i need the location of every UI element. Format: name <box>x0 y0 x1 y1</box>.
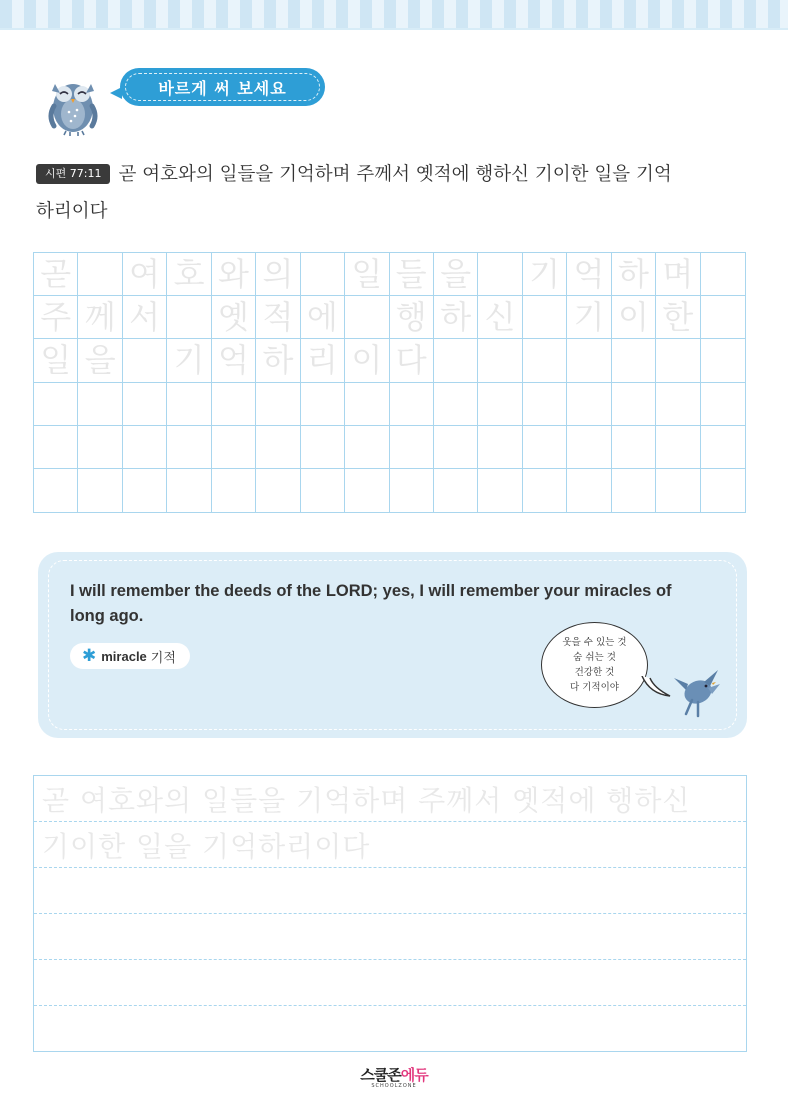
grid-cell[interactable] <box>567 469 611 512</box>
grid-cell[interactable] <box>123 426 167 469</box>
grid-cell[interactable] <box>78 383 122 426</box>
grid-cell[interactable]: 에 <box>301 296 345 339</box>
grid-cell[interactable]: 의 <box>256 253 300 296</box>
grid-cell[interactable] <box>656 339 700 382</box>
trace-line[interactable] <box>34 1006 746 1052</box>
grid-cell[interactable] <box>301 253 345 296</box>
grid-cell[interactable]: 주 <box>34 296 78 339</box>
grid-cell[interactable] <box>123 383 167 426</box>
logo-accent-text: 에듀 <box>400 1066 428 1084</box>
grid-cell[interactable] <box>123 339 167 382</box>
grid-cell[interactable] <box>167 426 211 469</box>
grid-cell[interactable] <box>78 426 122 469</box>
grid-cell[interactable]: 이 <box>345 339 389 382</box>
section-title: 바르게 써 보세요 <box>158 78 287 98</box>
grid-cell[interactable] <box>34 383 78 426</box>
verse-reference-badge: 시편 77:11 <box>36 164 110 184</box>
grid-cell[interactable]: 며 <box>656 253 700 296</box>
grid-cell[interactable] <box>656 426 700 469</box>
grid-cell[interactable]: 하 <box>256 339 300 382</box>
grid-cell[interactable]: 억 <box>212 339 256 382</box>
grid-cell[interactable] <box>434 383 478 426</box>
grid-cell[interactable] <box>34 469 78 512</box>
grid-cell[interactable] <box>345 426 389 469</box>
asterisk-icon: ✱ <box>82 646 97 666</box>
grid-cell[interactable] <box>701 339 745 382</box>
publisher-logo <box>354 1064 434 1092</box>
grid-cell[interactable] <box>167 296 211 339</box>
grid-cell[interactable] <box>301 383 345 426</box>
verse-text-line1: 곧 여호와의 일들을 기억하며 주께서 옛적에 행하신 기이한 일을 기억 <box>118 164 672 185</box>
grid-cell[interactable] <box>656 469 700 512</box>
verse-text-line2: 하리이다 <box>36 201 108 222</box>
grid-cell[interactable] <box>701 296 745 339</box>
grid-cell[interactable] <box>390 469 434 512</box>
trace-line[interactable]: 기이한 일을 기억하리이다 <box>34 822 746 868</box>
grid-cell[interactable] <box>256 469 300 512</box>
english-verse-text: I will remember the deeds of the LORD; yes, I will remember your miracles of long ago. <box>70 582 672 625</box>
grid-cell[interactable] <box>434 426 478 469</box>
grid-cell[interactable]: 와 <box>212 253 256 296</box>
bubble-line: 숨 쉬는 것 <box>573 652 616 663</box>
grid-cell[interactable]: 곧 <box>34 253 78 296</box>
vocab-meaning: 기적 <box>150 650 176 666</box>
grid-cell[interactable] <box>612 339 656 382</box>
grid-cell[interactable]: 리 <box>301 339 345 382</box>
vocab-pill <box>70 643 190 669</box>
grid-cell[interactable] <box>567 426 611 469</box>
grid-cell[interactable]: 을 <box>78 339 122 382</box>
grid-cell[interactable]: 께 <box>78 296 122 339</box>
grid-cell[interactable]: 한 <box>656 296 700 339</box>
grid-cell[interactable] <box>345 383 389 426</box>
grid-cell[interactable] <box>301 469 345 512</box>
grid-cell[interactable] <box>612 469 656 512</box>
grid-cell[interactable] <box>478 469 522 512</box>
grid-cell[interactable]: 호 <box>167 253 211 296</box>
top-stripe-band <box>0 0 788 30</box>
trace-line[interactable] <box>34 868 746 914</box>
trace-line[interactable] <box>34 960 746 1006</box>
grid-cell[interactable] <box>701 469 745 512</box>
grid-cell[interactable]: 들 <box>390 253 434 296</box>
grid-cell[interactable] <box>301 426 345 469</box>
bubble-line: 건강한 것 <box>574 667 615 678</box>
bird-icon <box>668 660 728 720</box>
grid-cell[interactable] <box>523 383 567 426</box>
grid-cell[interactable] <box>212 426 256 469</box>
grid-cell[interactable] <box>478 383 522 426</box>
grid-cell[interactable] <box>345 296 389 339</box>
grid-cell[interactable] <box>256 426 300 469</box>
grid-cell[interactable]: 행 <box>390 296 434 339</box>
grid-cell[interactable] <box>390 426 434 469</box>
grid-cell[interactable]: 억 <box>567 253 611 296</box>
trace-lines-area[interactable] <box>33 775 747 1052</box>
grid-cell[interactable]: 기 <box>167 339 211 382</box>
grid-cell[interactable] <box>612 426 656 469</box>
verse-text <box>36 156 756 230</box>
grid-cell[interactable] <box>256 383 300 426</box>
grid-cell[interactable] <box>478 339 522 382</box>
writing-grid[interactable] <box>33 252 746 513</box>
grid-cell[interactable] <box>212 469 256 512</box>
grid-cell[interactable] <box>212 383 256 426</box>
grid-cell[interactable] <box>567 339 611 382</box>
grid-cell[interactable] <box>523 426 567 469</box>
grid-cell[interactable]: 기 <box>567 296 611 339</box>
grid-cell[interactable] <box>523 339 567 382</box>
grid-cell[interactable] <box>478 426 522 469</box>
grid-cell[interactable] <box>701 426 745 469</box>
trace-line[interactable] <box>34 914 746 960</box>
bubble-line: 다 기적이야 <box>570 682 619 693</box>
grid-cell[interactable]: 적 <box>256 296 300 339</box>
grid-cell[interactable]: 신 <box>478 296 522 339</box>
grid-cell[interactable]: 일 <box>34 339 78 382</box>
grid-cell[interactable]: 옛 <box>212 296 256 339</box>
grid-cell[interactable]: 이 <box>612 296 656 339</box>
logo-sub-text: SCHOOLZONE <box>371 1083 417 1089</box>
grid-cell[interactable]: 여 <box>123 253 167 296</box>
bubble-line: 웃을 수 있는 것 <box>562 637 627 648</box>
owl-icon <box>42 68 104 136</box>
grid-cell[interactable]: 일 <box>345 253 389 296</box>
grid-cell[interactable] <box>523 469 567 512</box>
grid-cell[interactable] <box>345 469 389 512</box>
grid-cell[interactable] <box>523 296 567 339</box>
vocab-word: miracle <box>101 648 147 664</box>
grid-cell[interactable] <box>167 383 211 426</box>
trace-line[interactable]: 곧 여호와의 일들을 기억하며 주께서 옛적에 행하신 <box>34 776 746 822</box>
grid-cell[interactable] <box>167 469 211 512</box>
grid-cell[interactable]: 하 <box>612 253 656 296</box>
grid-cell[interactable] <box>390 383 434 426</box>
grid-cell[interactable] <box>478 253 522 296</box>
grid-cell[interactable] <box>701 253 745 296</box>
grid-cell[interactable]: 기 <box>523 253 567 296</box>
grid-cell[interactable] <box>612 383 656 426</box>
logo-main-text: 스쿨존 <box>360 1066 401 1084</box>
grid-cell[interactable] <box>434 339 478 382</box>
grid-cell[interactable] <box>34 426 78 469</box>
grid-cell[interactable] <box>434 469 478 512</box>
section-title-banner <box>120 68 325 106</box>
grid-cell[interactable]: 다 <box>390 339 434 382</box>
grid-cell[interactable] <box>701 383 745 426</box>
grid-cell[interactable] <box>123 469 167 512</box>
grid-cell[interactable] <box>78 469 122 512</box>
speech-bubble <box>541 622 648 708</box>
grid-cell[interactable] <box>78 253 122 296</box>
grid-cell[interactable]: 서 <box>123 296 167 339</box>
grid-cell[interactable]: 을 <box>434 253 478 296</box>
grid-cell[interactable] <box>567 383 611 426</box>
grid-cell[interactable] <box>656 383 700 426</box>
grid-cell[interactable]: 하 <box>434 296 478 339</box>
